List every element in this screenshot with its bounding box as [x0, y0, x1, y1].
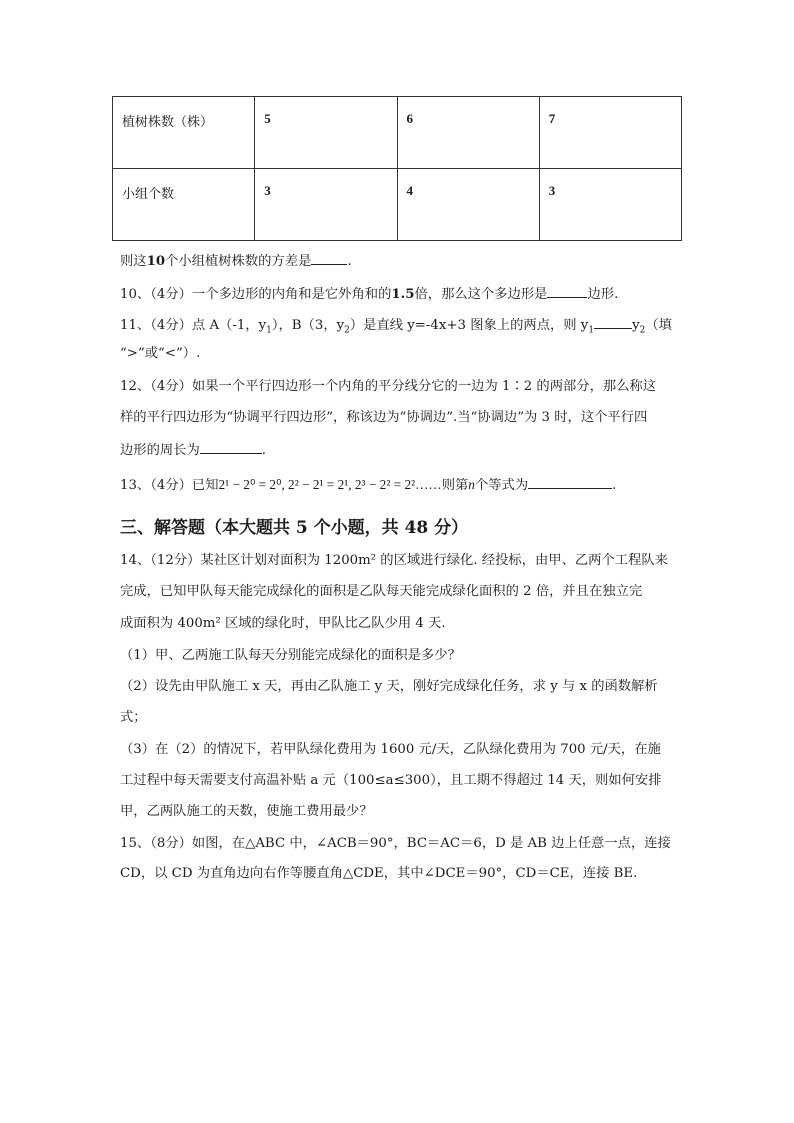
table-cell: 6 — [397, 97, 539, 169]
section-heading: 三、解答题（本大题共 5 个小题，共 48 分） — [120, 518, 469, 538]
answer-blank — [528, 474, 612, 489]
question-9-tail: 则这10个小组植树株数的方差是 . — [120, 250, 352, 272]
question-14-part-3-cont: 工过程中每天需要支付高温补贴 a 元（100≤a≤300），且工期不得超过 14 天，则如何安排 — [120, 773, 662, 788]
question-14-part-2-cont: 式； — [120, 710, 147, 725]
question-13: 13、（4分）已知2¹ − 2⁰ = 2⁰, 2² − 2¹ = 2¹, 2³ − 2² = 2²……则第n个等式为 . — [120, 474, 616, 496]
answer-blank — [200, 439, 262, 454]
table-cell: 3 — [255, 169, 397, 241]
question-12-line-3: 边形的周长为 . — [120, 439, 266, 461]
question-15-line-2: CD，以 CD 为直角边向右作等腰直角△CDE，其中∠DCE＝90°，CD＝CE，连接 BE. — [120, 866, 638, 881]
table-cell-label: 植树株数（株） — [113, 97, 255, 169]
table-cell: 3 — [539, 169, 681, 241]
question-14-line-3: 成面积为 400m² 区域的绿化时，甲队比乙队少用 4 天. — [120, 616, 446, 631]
question-12-line-1: 12、（4分）如果一个平行四边形一个内角的平分线分它的一边为 1∶2 的两部分，那么称这 — [120, 379, 657, 394]
table-cell-label: 小组个数 — [113, 169, 255, 241]
table-cell: 5 — [255, 97, 397, 169]
table-cell: 4 — [397, 169, 539, 241]
question-11-line-1: 11、（4分）点 A（-1，$y_1$），B（3，$y_2$）是直线 y=-4x+3 图象上的两点，则 $y_1$ $y_2$（填 — [120, 314, 672, 341]
formula: 2¹ − 2⁰ = 2⁰, 2² − 2¹ = 2¹, 2³ − 2² = 2²…… — [218, 477, 442, 492]
question-11-line-2: “>”或“<”）. — [120, 346, 201, 361]
answer-blank — [547, 283, 587, 298]
question-15-line-1: 15、（8分）如图，在△ABC 中，∠ACB＝90°，BC＝AC＝6，D 是 AB 边上任意一点，连接 — [120, 836, 671, 851]
question-14-line-1: 14、（12分）某社区计划对面积为 1200m² 的区域进行绿化. 经投标，由甲、乙两个工程队来 — [120, 553, 668, 568]
question-14-line-2: 完成，已知甲队每天能完成绿化的面积是乙队每天能完成绿化面积的 2 倍，并且在独立完 — [120, 584, 643, 599]
table-row — [113, 97, 682, 169]
answer-blank — [311, 250, 347, 265]
table-row — [113, 169, 682, 241]
question-12-line-2: 样的平行四边形为“协调平行四边形”，称该边为“协调边”.当“协调边”为 3 时，这个平行四 — [120, 410, 648, 425]
question-14-part-3-end: 甲，乙两队施工的天数，使施工费用最少？ — [120, 804, 373, 819]
answer-blank — [594, 314, 632, 329]
question-14-part-3: （3）在（2）的情况下，若甲队绿化费用为 1600 元/天，乙队绿化费用为 700 元/天，在施 — [120, 742, 661, 757]
question-10: 10、（4分）一个多边形的内角和是它外角和的1.5倍，那么这个多边形是 边形. — [120, 283, 618, 305]
table-cell: 7 — [539, 97, 681, 169]
question-14-part-1: （1）甲、乙两施工队每天分别能完成绿化的面积是多少？ — [120, 648, 461, 663]
tree-planting-table — [112, 96, 682, 241]
question-14-part-2: （2）设先由甲队施工 x 天，再由乙队施工 y 天，刚好完成绿化任务，求 y 与 x 的函数解析 — [120, 679, 658, 694]
